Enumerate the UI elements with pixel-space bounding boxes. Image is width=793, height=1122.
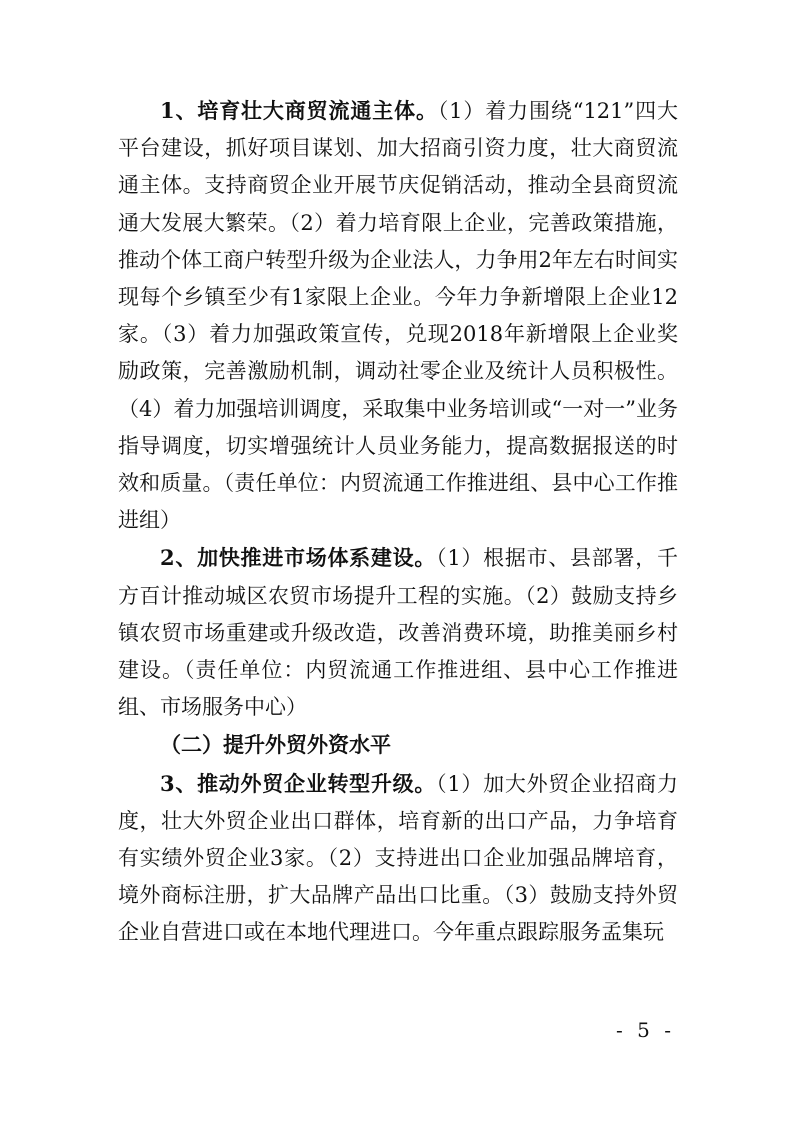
paragraph-2 (118, 539, 678, 726)
paragraph-2-heading: 2、加快推进市场体系建设。 (160, 545, 437, 571)
paragraph-2-body: （1）根据市、县部署，千方百计推动城区农贸市场提升工程的实施。（2）鼓励支持乡镇农贸市场重建或升级改造，改善消费环境，助推美丽乡村建设。（责任单位：内贸流通工作推进组、县中心工作推进组、市场服务中心） (118, 546, 678, 720)
section-heading (118, 726, 678, 764)
paragraph-1 (118, 92, 678, 539)
paragraph-3 (118, 765, 678, 952)
paragraph-3-body: （1）加大外贸企业招商力度，壮大外贸企业出口群体，培育新的出口产品，力争培育有实绩外贸企业3家。（2）支持进出口企业加强品牌培育，境外商标注册，扩大品牌产品出口比重。（3）鼓励支持外贸企业自营进口或在本地代理进口。今年重点跟踪服务孟集玩 (118, 771, 678, 945)
paragraph-1-heading: 1、培育壮大商贸流通主体。 (160, 98, 438, 123)
section-heading-text: （二）提升外贸外资水平 (160, 732, 391, 758)
paragraph-3-heading: 3、推动外贸企业转型升级。 (160, 770, 437, 796)
document-body (118, 92, 678, 952)
paragraph-1-body: （1）着力围绕“121”四大平台建设，抓好项目谋划、加大招商引资力度，壮大商贸流通主体。支持商贸企业开展节庆促销活动，推动全县商贸流通大发展大繁荣。（2）着力培育限上企业，完善政策措施，推动个体工商户转型升级为企业法人，力争用2年左右时间实现每个乡镇至少有1家限上企业。今年力争新增限上企业12家。（3）着力加强政策宣传，兑现2018年新增限上企业奖励政策，完善激励机制，调动社零企业及统计人员积极性。（4）着力加强培训调度，采取集中业务培训或“一对一”业务指导调度，切实增强统计人员业务能力，提高数据报送的时效和质量。（责任单位：内贸流通工作推进组、县中心工作推进组） (118, 99, 678, 533)
page-number: - 5 - (616, 1018, 675, 1042)
